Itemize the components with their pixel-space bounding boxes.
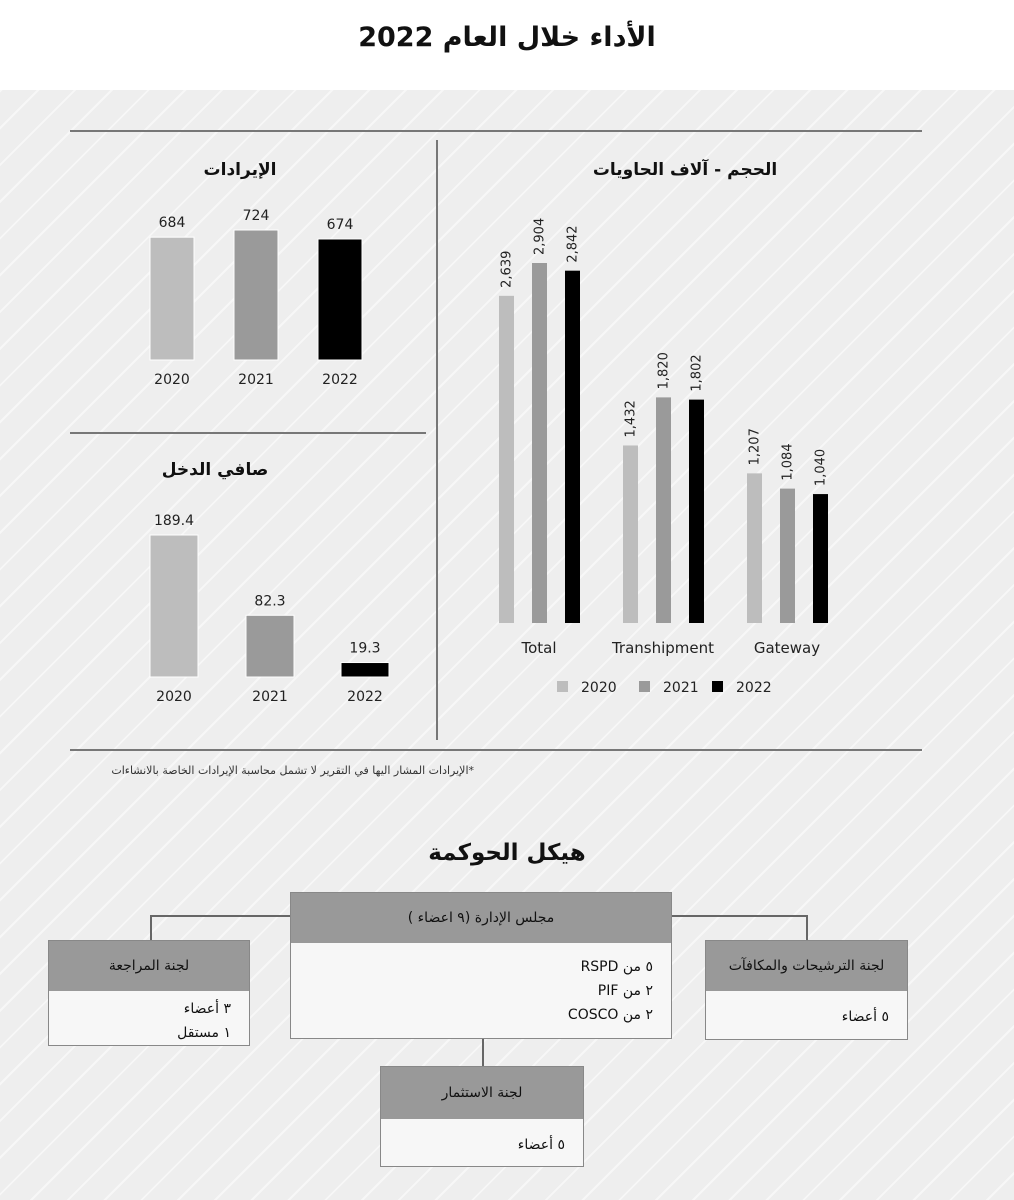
- value-label: 674: [326, 216, 354, 233]
- bar-Total-2022: [565, 271, 580, 623]
- bar-Total-2020: [499, 296, 514, 623]
- value-label: 1,432: [623, 400, 639, 438]
- bar-Transhipment-2022: [689, 400, 704, 623]
- connector-audit-h: [150, 915, 292, 917]
- bar-2022: [341, 663, 389, 677]
- value-label: 1,207: [747, 428, 763, 466]
- category-label: 2021: [252, 689, 288, 705]
- page-title: الأداء خلال العام 2022: [358, 22, 656, 53]
- left-divider: [70, 432, 426, 434]
- category-label: Gateway: [753, 639, 821, 657]
- audit-committee-title: لجنة المراجعة: [49, 941, 249, 991]
- audit-committee-box: [48, 940, 250, 1046]
- value-label: 1,802: [689, 354, 705, 392]
- bar-Total-2021: [532, 263, 547, 623]
- connector-nominations-h: [672, 915, 807, 917]
- board-box: [290, 892, 672, 1039]
- board-title: مجلس الإدارة (٩ اعضاء ): [291, 893, 671, 943]
- nominations-line: ٥ أعضاء: [841, 1009, 889, 1025]
- connector-audit-v: [150, 915, 152, 940]
- category-label: Total: [521, 639, 557, 657]
- legend-swatch-2020: [557, 681, 568, 692]
- audit-line: ١ مستقل: [177, 1025, 231, 1041]
- board-line: ٢ من COSCO: [567, 1007, 653, 1023]
- bar-Transhipment-2020: [623, 445, 638, 623]
- category-label: 2022: [347, 689, 383, 705]
- net-income-chart-title: صافي الدخل: [161, 460, 269, 480]
- connector-nominations-v: [806, 915, 808, 940]
- value-label: 684: [158, 215, 186, 232]
- audit-line: ٣ أعضاء: [183, 1001, 231, 1017]
- legend-swatch-2022: [712, 681, 723, 692]
- governance-title: هيكل الحوكمة: [428, 840, 586, 866]
- category-label: 2020: [156, 689, 192, 705]
- value-label: 2,639: [499, 250, 515, 288]
- category-label: 2020: [154, 372, 190, 388]
- bar-2020: [150, 237, 194, 360]
- bar-2020: [150, 535, 198, 677]
- nominations-committee-box: [705, 940, 908, 1040]
- bar-2021: [246, 615, 294, 677]
- investment-committee-box: [380, 1066, 584, 1167]
- investment-committee-title: لجنة الاستثمار: [381, 1067, 583, 1119]
- net-income-chart: [70, 495, 426, 715]
- legend-label: 2020: [581, 680, 617, 696]
- legend-label: 2021: [663, 680, 699, 696]
- bar-Gateway-2022: [813, 494, 828, 623]
- category-label: 2022: [322, 372, 358, 388]
- nominations-committee-title: لجنة الترشيحات والمكافآت: [706, 941, 907, 991]
- footnote: *الإيرادات المشار اليها في التقرير لا تشمل محاسبة الإيرادات الخاصة بالانشاءات: [111, 764, 474, 777]
- category-label: 2021: [238, 372, 274, 388]
- volume-chart: [445, 195, 925, 705]
- bar-Transhipment-2021: [656, 397, 671, 623]
- value-label: 82.3: [254, 593, 286, 610]
- bar-2021: [234, 230, 278, 360]
- legend-label: 2022: [736, 680, 772, 696]
- value-label: 1,040: [813, 448, 829, 487]
- category-label: Transhipment: [611, 639, 715, 657]
- value-label: 19.3: [349, 640, 381, 657]
- value-label: 2,904: [532, 217, 548, 255]
- investment-line: ٥ أعضاء: [517, 1137, 565, 1153]
- bar-2022: [318, 239, 362, 360]
- value-label: 1,820: [656, 352, 672, 390]
- bar-Gateway-2020: [747, 473, 762, 623]
- value-label: 2,842: [565, 225, 581, 263]
- top-divider: [70, 130, 922, 132]
- vertical-divider: [436, 140, 438, 740]
- board-line: ٥ من RSPD: [580, 959, 653, 975]
- value-label: 189.4: [153, 513, 195, 529]
- revenue-chart-title: الإيرادات: [203, 160, 277, 180]
- value-label: 1,084: [780, 443, 796, 481]
- bar-Gateway-2021: [780, 489, 795, 623]
- revenue-chart: [70, 190, 426, 395]
- bottom-divider: [70, 749, 922, 751]
- connector-investment-v: [482, 1038, 484, 1066]
- volume-chart-title: الحجم - آلاف الحاويات: [592, 160, 778, 180]
- value-label: 724: [242, 208, 270, 224]
- board-line: ٢ من PIF: [597, 983, 653, 999]
- legend-swatch-2021: [639, 681, 650, 692]
